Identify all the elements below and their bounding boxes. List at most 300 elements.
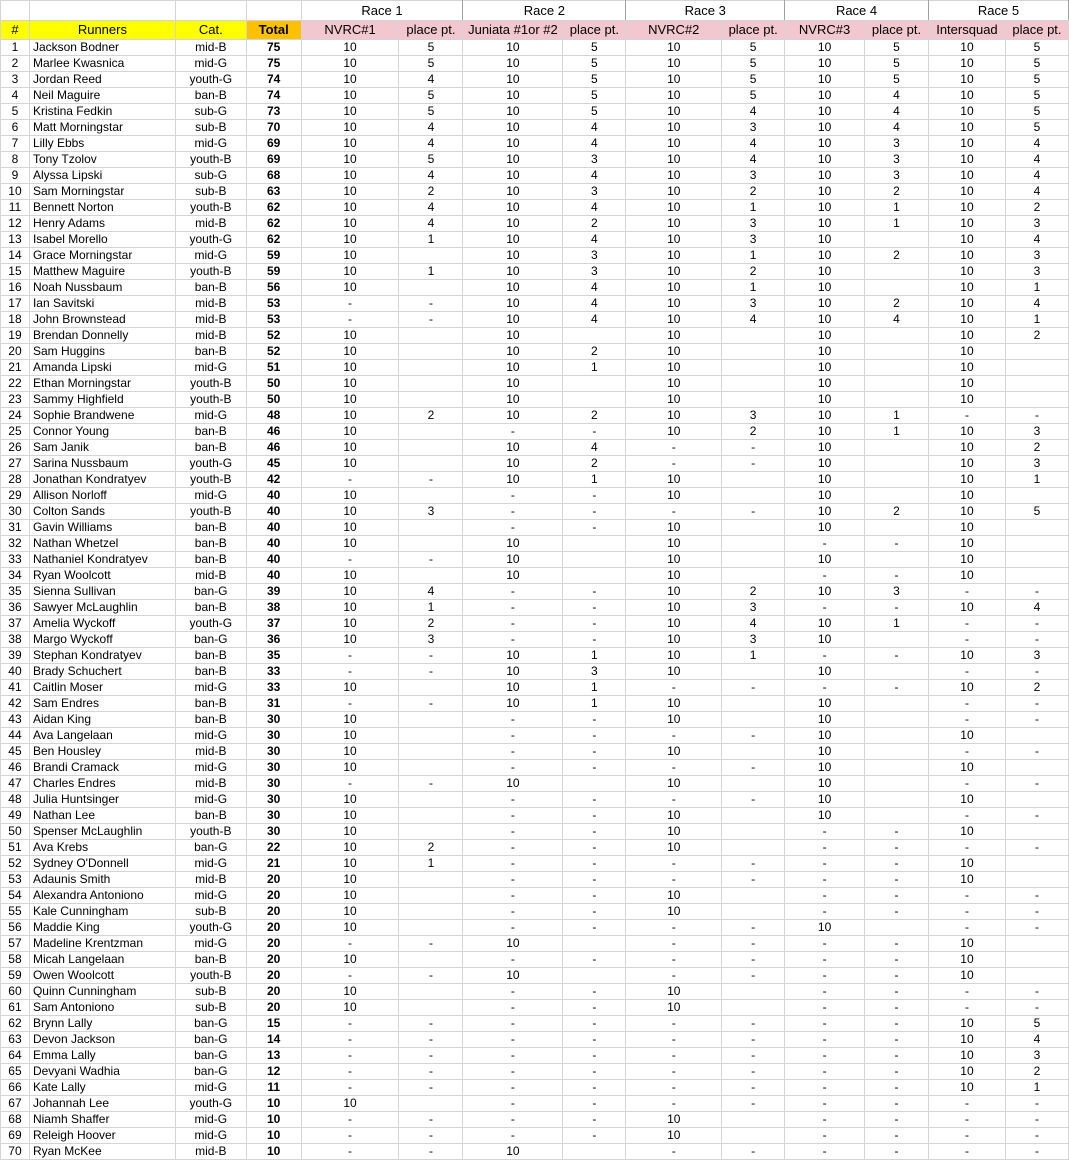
race-5-points-cell: 10	[928, 40, 1005, 56]
race-4-points-cell: 10	[785, 264, 865, 280]
runner-name-cell: Julia Huntsinger	[29, 792, 175, 808]
total-cell: 56	[246, 280, 301, 296]
race-1-points-cell: 10	[301, 392, 399, 408]
category-cell: mid-G	[175, 792, 246, 808]
category-cell: mid-G	[175, 1112, 246, 1128]
race-4-place-cell: -	[865, 1064, 929, 1080]
rank-cell: 6	[1, 120, 30, 136]
total-cell: 53	[246, 312, 301, 328]
rank-cell: 67	[1, 1096, 30, 1112]
total-cell: 69	[246, 136, 301, 152]
race-3-place-cell	[722, 1112, 785, 1128]
race-4-place-cell: 1	[865, 200, 929, 216]
race-5-points-cell: 10	[928, 936, 1005, 952]
race-3-points-cell: 10	[626, 312, 722, 328]
total-cell: 20	[246, 888, 301, 904]
race-4-points-cell: -	[785, 1048, 865, 1064]
race-3-points-cell: 10	[626, 984, 722, 1000]
race-1-place-cell: 3	[399, 632, 463, 648]
race-2-place-cell	[563, 552, 626, 568]
race-5-points-cell: 10	[928, 280, 1005, 296]
race-3-points-cell: 10	[626, 568, 722, 584]
race-3-points-cell: 10	[626, 280, 722, 296]
race-1-points-cell: 10	[301, 840, 399, 856]
race-2-place-cell	[563, 968, 626, 984]
race-2-place-cell: -	[563, 1080, 626, 1096]
race-5-points-cell: -	[928, 1096, 1005, 1112]
category-cell: mid-G	[175, 248, 246, 264]
race-1-points-cell: -	[301, 472, 399, 488]
race-3-place-cell	[722, 472, 785, 488]
race-4-points-cell: -	[785, 1096, 865, 1112]
table-row	[1, 264, 1069, 280]
race-5-points-cell: -	[928, 776, 1005, 792]
race-5-points-cell: -	[928, 1144, 1005, 1160]
race-3-place-cell: 1	[722, 648, 785, 664]
race-1-points-cell: 10	[301, 824, 399, 840]
race-3-place-cell: -	[722, 440, 785, 456]
race-4-place-cell: -	[865, 1048, 929, 1064]
rank-cell: 38	[1, 632, 30, 648]
race-5-place-cell: -	[1005, 632, 1068, 648]
race-4-points-cell: 10	[785, 488, 865, 504]
race-4-points-cell: -	[785, 1032, 865, 1048]
race-1-place-cell: -	[399, 776, 463, 792]
race-3-place-cell	[722, 824, 785, 840]
table-row	[1, 680, 1069, 696]
runner-name-cell: Isabel Morello	[29, 232, 175, 248]
runner-name-cell: Neil Maguire	[29, 88, 175, 104]
rank-cell: 35	[1, 584, 30, 600]
race-2-points-cell: -	[463, 760, 563, 776]
runner-name-cell: Margo Wyckoff	[29, 632, 175, 648]
race-4-place-cell: -	[865, 648, 929, 664]
race-1-place-cell: 2	[399, 184, 463, 200]
total-cell: 52	[246, 344, 301, 360]
race-2-points-cell: -	[463, 1016, 563, 1032]
race-3-place-cell	[722, 328, 785, 344]
race-5-points-cell: 10	[928, 344, 1005, 360]
race-4-place-header: place pt.	[865, 21, 929, 40]
table-row	[1, 1096, 1069, 1112]
table-row	[1, 360, 1069, 376]
runner-name-cell: Brynn Lally	[29, 1016, 175, 1032]
total-cell: 68	[246, 168, 301, 184]
race-2-place-cell: -	[563, 824, 626, 840]
race-2-place-cell: -	[563, 1096, 626, 1112]
race-3-place-cell	[722, 776, 785, 792]
rank-cell: 58	[1, 952, 30, 968]
race-2-points-cell: 10	[463, 120, 563, 136]
category-cell: mid-B	[175, 328, 246, 344]
runner-name-cell: Sawyer McLaughlin	[29, 600, 175, 616]
race-4-place-cell: -	[865, 840, 929, 856]
category-cell: mid-G	[175, 408, 246, 424]
race-3-place-cell: -	[722, 1048, 785, 1064]
total-cell: 14	[246, 1032, 301, 1048]
race-1-place-cell	[399, 360, 463, 376]
race-1-points-cell: 10	[301, 456, 399, 472]
race-5-place-cell	[1005, 872, 1068, 888]
runner-name-cell: Tony Tzolov	[29, 152, 175, 168]
runner-name-cell: Marlee Kwasnica	[29, 56, 175, 72]
total-cell: 33	[246, 664, 301, 680]
total-cell: 30	[246, 728, 301, 744]
race-1-place-cell	[399, 792, 463, 808]
table-row	[1, 344, 1069, 360]
total-cell: 50	[246, 376, 301, 392]
race-1-points-cell: 10	[301, 920, 399, 936]
race-5-place-cell: 4	[1005, 168, 1068, 184]
rank-cell: 26	[1, 440, 30, 456]
race-3-points-cell: 10	[626, 616, 722, 632]
runner-name-cell: Ethan Morningstar	[29, 376, 175, 392]
total-cell: 40	[246, 504, 301, 520]
race-2-place-cell: 4	[563, 280, 626, 296]
table-row	[1, 696, 1069, 712]
race-5-points-cell: 10	[928, 376, 1005, 392]
race-3-place-cell: -	[722, 1080, 785, 1096]
race-5-place-cell: 5	[1005, 120, 1068, 136]
race-4-place-cell: -	[865, 1080, 929, 1096]
race-2-points-cell: 10	[463, 408, 563, 424]
runner-name-cell: Sophie Brandwene	[29, 408, 175, 424]
runner-name-cell: Quinn Cunningham	[29, 984, 175, 1000]
race-2-place-cell: 3	[563, 264, 626, 280]
race-4-place-cell: 3	[865, 136, 929, 152]
race-1-place-cell	[399, 392, 463, 408]
race-2-points-cell: -	[463, 872, 563, 888]
table-row	[1, 168, 1069, 184]
runner-name-cell: Sarina Nussbaum	[29, 456, 175, 472]
race-1-points-cell: 10	[301, 344, 399, 360]
runner-name-cell: Nathaniel Kondratyev	[29, 552, 175, 568]
rank-cell: 23	[1, 392, 30, 408]
race-2-points-cell: -	[463, 712, 563, 728]
category-cell: youth-B	[175, 824, 246, 840]
race-4-place-cell: -	[865, 1032, 929, 1048]
race-4-points-cell: 10	[785, 72, 865, 88]
table-row	[1, 1144, 1069, 1160]
race-5-place-cell: -	[1005, 584, 1068, 600]
race-3-place-cell: 3	[722, 120, 785, 136]
race-2-place-cell: -	[563, 840, 626, 856]
category-cell: ban-B	[175, 440, 246, 456]
total-header: Total	[246, 21, 301, 40]
race-2-points-cell: -	[463, 1128, 563, 1144]
race-1-place-cell	[399, 728, 463, 744]
race-2-place-cell: -	[563, 760, 626, 776]
race-1-place-cell: 5	[399, 88, 463, 104]
race-4-points-cell: 10	[785, 408, 865, 424]
runner-name-cell: Allison Norloff	[29, 488, 175, 504]
category-cell: ban-B	[175, 424, 246, 440]
race-2-place-cell: -	[563, 504, 626, 520]
rank-cell: 24	[1, 408, 30, 424]
runner-name-cell: Gavin Williams	[29, 520, 175, 536]
race-5-place-cell: -	[1005, 888, 1068, 904]
race-3-place-cell: 3	[722, 232, 785, 248]
race-5-place-cell: -	[1005, 712, 1068, 728]
category-cell: youth-B	[175, 392, 246, 408]
race-4-place-cell: -	[865, 968, 929, 984]
race-5-points-cell: 10	[928, 1032, 1005, 1048]
race-5-place-cell: 4	[1005, 152, 1068, 168]
race-1-place-cell	[399, 824, 463, 840]
race-1-place-cell	[399, 328, 463, 344]
race-1-place-cell	[399, 680, 463, 696]
race-1-place-cell	[399, 984, 463, 1000]
total-cell: 42	[246, 472, 301, 488]
race-2-place-cell: -	[563, 1000, 626, 1016]
runner-name-cell: Ryan McKee	[29, 1144, 175, 1160]
race-3-place-cell: 4	[722, 616, 785, 632]
total-cell: 30	[246, 808, 301, 824]
rank-cell: 15	[1, 264, 30, 280]
race-2-points-cell: -	[463, 888, 563, 904]
rank-cell: 57	[1, 936, 30, 952]
category-cell: ban-B	[175, 536, 246, 552]
race-5-place-cell: 2	[1005, 328, 1068, 344]
race-5-points-cell: 10	[928, 504, 1005, 520]
race-2-place-cell: -	[563, 1112, 626, 1128]
race-5-points-cell: -	[928, 712, 1005, 728]
race-3-points-cell: 10	[626, 1112, 722, 1128]
runners-header: Runners	[29, 21, 175, 40]
race-4-place-cell: 4	[865, 312, 929, 328]
category-cell: youth-G	[175, 616, 246, 632]
race-4-points-cell: 10	[785, 616, 865, 632]
race-1-points-cell: 10	[301, 424, 399, 440]
race-4-place-cell: -	[865, 1000, 929, 1016]
rank-cell: 5	[1, 104, 30, 120]
race-1-points-cell: 10	[301, 1000, 399, 1016]
category-cell: mid-B	[175, 744, 246, 760]
race-3-place-cell	[722, 552, 785, 568]
race-2-event-header: Juniata #1or #2	[463, 21, 563, 40]
total-cell: 75	[246, 40, 301, 56]
runner-name-cell: Alexandra Antoniono	[29, 888, 175, 904]
race-3-points-cell: 10	[626, 696, 722, 712]
race-4-place-cell: 3	[865, 152, 929, 168]
race-1-points-cell: 10	[301, 360, 399, 376]
race-4-place-cell	[865, 632, 929, 648]
rank-cell: 33	[1, 552, 30, 568]
race-1-points-cell: 10	[301, 504, 399, 520]
race-3-place-cell: 2	[722, 584, 785, 600]
race-3-points-cell: -	[626, 1032, 722, 1048]
race-3-place-header: place pt.	[722, 21, 785, 40]
table-row	[1, 456, 1069, 472]
race-3-place-cell: -	[722, 952, 785, 968]
race-4-points-cell: 10	[785, 248, 865, 264]
race-4-points-cell: 10	[785, 696, 865, 712]
race-4-place-cell	[865, 552, 929, 568]
race-1-place-cell	[399, 888, 463, 904]
race-4-place-cell	[865, 456, 929, 472]
table-row	[1, 1064, 1069, 1080]
race-3-place-cell	[722, 376, 785, 392]
race-5-place-cell: 5	[1005, 40, 1068, 56]
race-5-points-cell: 10	[928, 792, 1005, 808]
race-4-points-cell: 10	[785, 40, 865, 56]
race-3-place-cell: -	[722, 456, 785, 472]
race-4-place-cell	[865, 776, 929, 792]
race-2-points-cell: 10	[463, 312, 563, 328]
race-4-points-cell: 10	[785, 296, 865, 312]
race-1-points-cell: -	[301, 1032, 399, 1048]
race-4-points-cell: -	[785, 600, 865, 616]
category-cell: youth-G	[175, 1096, 246, 1112]
race-3-points-cell: -	[626, 1016, 722, 1032]
race-5-points-cell: 10	[928, 248, 1005, 264]
category-cell: mid-G	[175, 888, 246, 904]
runner-name-cell: Sam Janik	[29, 440, 175, 456]
race-3-place-cell: -	[722, 920, 785, 936]
race-3-points-cell: 10	[626, 584, 722, 600]
race-5-points-cell: -	[928, 696, 1005, 712]
race-2-place-cell: -	[563, 728, 626, 744]
rank-cell: 60	[1, 984, 30, 1000]
table-row	[1, 200, 1069, 216]
total-cell: 38	[246, 600, 301, 616]
race-5-place-cell: 4	[1005, 600, 1068, 616]
race-4-place-cell: 2	[865, 184, 929, 200]
total-cell: 20	[246, 904, 301, 920]
category-cell: sub-B	[175, 1000, 246, 1016]
race-2-points-cell: -	[463, 904, 563, 920]
runner-name-cell: Micah Langelaan	[29, 952, 175, 968]
race-5-place-cell: -	[1005, 984, 1068, 1000]
race-4-place-cell: -	[865, 680, 929, 696]
total-cell: 74	[246, 72, 301, 88]
race-5-points-cell: 10	[928, 552, 1005, 568]
race-5-points-cell: -	[928, 744, 1005, 760]
race-5-place-cell: 2	[1005, 440, 1068, 456]
race-3-place-cell: 3	[722, 296, 785, 312]
race-2-points-cell: -	[463, 824, 563, 840]
race-5-points-cell: 10	[928, 648, 1005, 664]
runner-name-cell: Devyani Wadhia	[29, 1064, 175, 1080]
race-2-points-cell: -	[463, 856, 563, 872]
race-3-place-cell: 5	[722, 88, 785, 104]
race-4-place-cell: -	[865, 1016, 929, 1032]
race-3-points-cell: -	[626, 1064, 722, 1080]
total-cell: 30	[246, 792, 301, 808]
category-cell: mid-G	[175, 1128, 246, 1144]
race-3-place-cell: 4	[722, 104, 785, 120]
total-cell: 53	[246, 296, 301, 312]
race-3-points-cell: -	[626, 872, 722, 888]
rank-cell: 11	[1, 200, 30, 216]
race-5-place-cell: 2	[1005, 200, 1068, 216]
table-row	[1, 376, 1069, 392]
race-5-points-cell: 10	[928, 184, 1005, 200]
rank-cell: 46	[1, 760, 30, 776]
table-row	[1, 920, 1069, 936]
race-1-points-cell: -	[301, 1080, 399, 1096]
rank-cell: 31	[1, 520, 30, 536]
race-2-points-cell: 10	[463, 968, 563, 984]
race-5-place-cell: 5	[1005, 72, 1068, 88]
category-cell: youth-G	[175, 456, 246, 472]
race-1-place-cell: -	[399, 472, 463, 488]
category-cell: ban-B	[175, 520, 246, 536]
table-row	[1, 632, 1069, 648]
race-5-points-cell: 10	[928, 728, 1005, 744]
race-3-place-cell: 5	[722, 72, 785, 88]
rank-cell: 55	[1, 904, 30, 920]
race-5-points-cell: 10	[928, 680, 1005, 696]
race-3-points-cell: 10	[626, 520, 722, 536]
category-cell: youth-B	[175, 504, 246, 520]
total-cell: 51	[246, 360, 301, 376]
race-4-place-cell: -	[865, 872, 929, 888]
race-4-place-cell	[865, 808, 929, 824]
race-2-place-cell: -	[563, 488, 626, 504]
race-2-points-cell: -	[463, 488, 563, 504]
race-4-place-cell: -	[865, 1144, 929, 1160]
runner-name-cell: Sienna Sullivan	[29, 584, 175, 600]
race-2-place-cell	[563, 936, 626, 952]
race-1-points-cell: 10	[301, 872, 399, 888]
race-5-place-cell	[1005, 856, 1068, 872]
race-1-points-cell: 10	[301, 216, 399, 232]
race-3-place-cell	[722, 488, 785, 504]
race-3-place-cell: -	[722, 728, 785, 744]
table-row	[1, 552, 1069, 568]
category-cell: ban-B	[175, 344, 246, 360]
race-4-points-cell: 10	[785, 360, 865, 376]
blank-cell	[175, 1, 246, 21]
table-row	[1, 856, 1069, 872]
race-1-place-cell	[399, 568, 463, 584]
table-row	[1, 952, 1069, 968]
rank-cell: 53	[1, 872, 30, 888]
race-4-place-cell	[865, 376, 929, 392]
table-row	[1, 808, 1069, 824]
race-1-place-cell: -	[399, 664, 463, 680]
race-1-points-cell: -	[301, 1112, 399, 1128]
race-4-place-cell	[865, 264, 929, 280]
race-3-place-cell: 5	[722, 40, 785, 56]
race-4-place-cell: -	[865, 856, 929, 872]
race-4-place-cell: 1	[865, 216, 929, 232]
race-1-place-cell: 1	[399, 264, 463, 280]
race-2-place-cell: 2	[563, 456, 626, 472]
total-cell: 13	[246, 1048, 301, 1064]
race-1-points-cell: 10	[301, 328, 399, 344]
rank-cell: 17	[1, 296, 30, 312]
race-4-place-cell	[865, 472, 929, 488]
race-5-points-cell: 10	[928, 120, 1005, 136]
race-5-points-cell: -	[928, 984, 1005, 1000]
race-5-points-cell: 10	[928, 232, 1005, 248]
runner-name-cell: Niamh Shaffer	[29, 1112, 175, 1128]
rank-cell: 49	[1, 808, 30, 824]
race-4-points-cell: 10	[785, 504, 865, 520]
race-5-points-cell: 10	[928, 88, 1005, 104]
race-5-points-cell: 10	[928, 760, 1005, 776]
race-2-points-cell: -	[463, 616, 563, 632]
total-cell: 31	[246, 696, 301, 712]
category-cell: sub-B	[175, 904, 246, 920]
total-cell: 20	[246, 984, 301, 1000]
race-4-points-cell: 10	[785, 520, 865, 536]
race-1-points-cell: -	[301, 1048, 399, 1064]
category-cell: ban-G	[175, 840, 246, 856]
race-1-points-cell: 10	[301, 632, 399, 648]
